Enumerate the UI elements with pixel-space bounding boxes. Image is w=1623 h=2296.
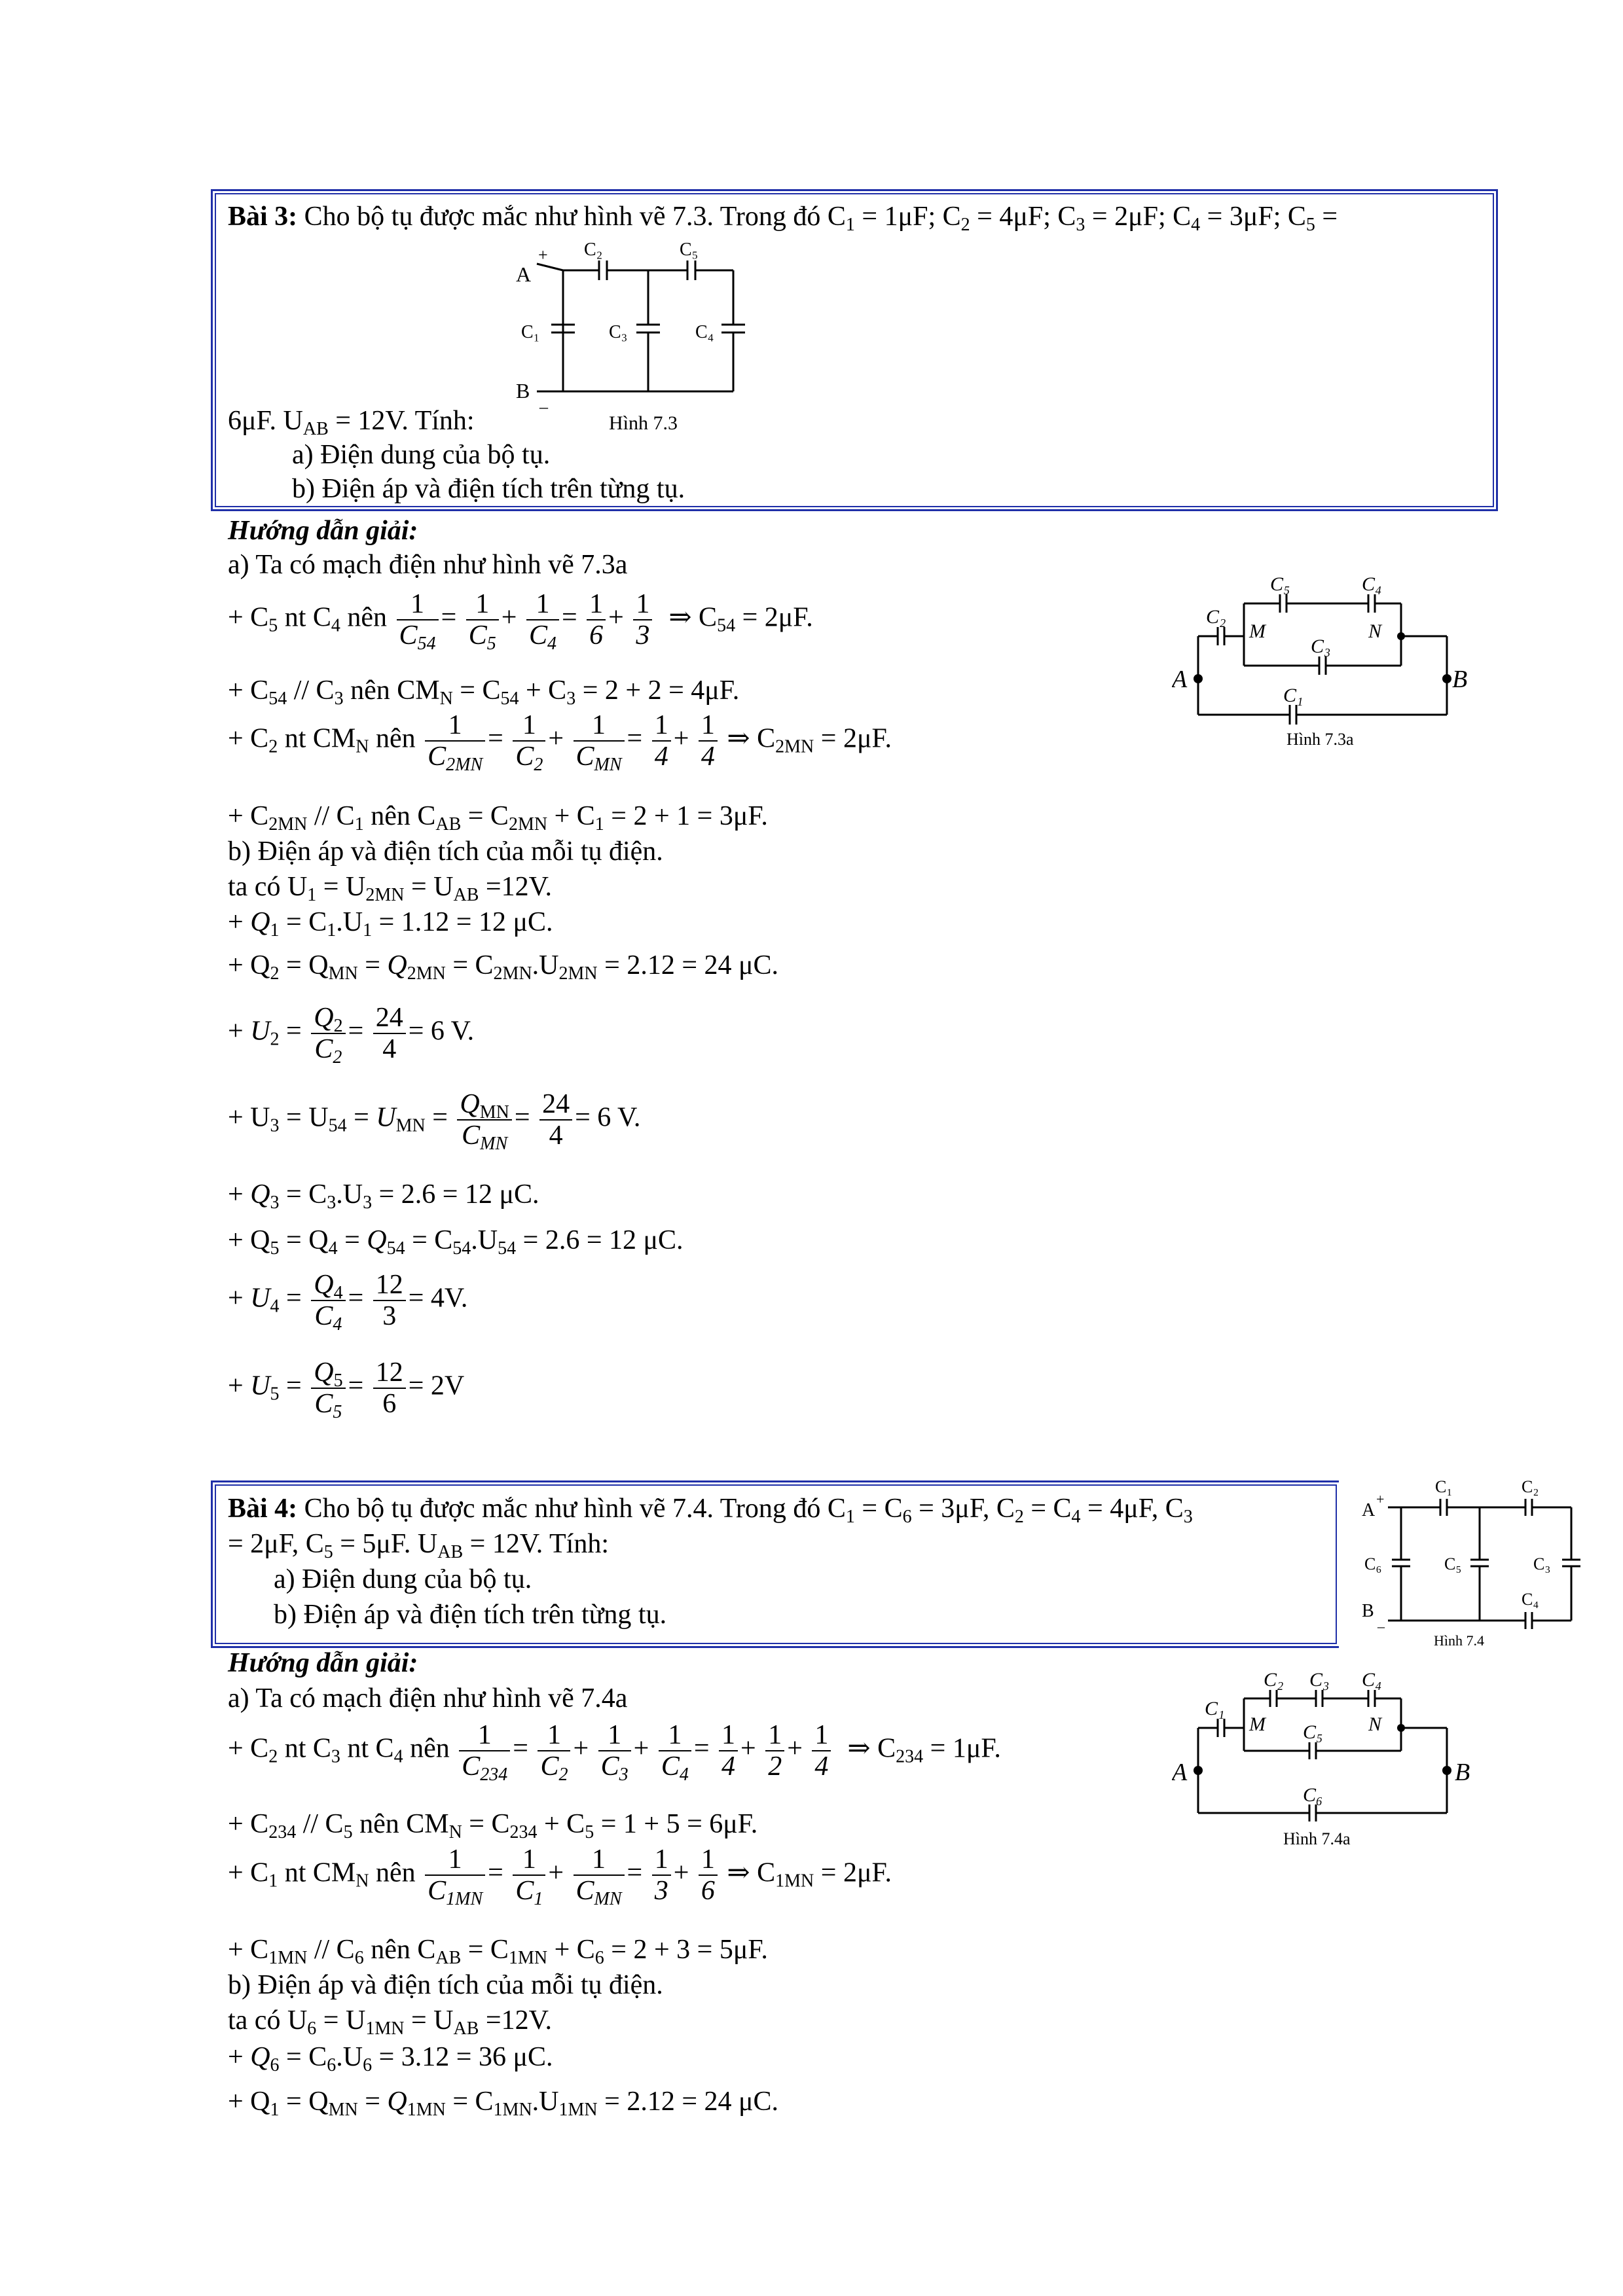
solution-4-a-intro: a) Ta có mạch điện như hình vẽ 7.4a [228,1683,628,1713]
fig74-label-a: A [1362,1500,1376,1520]
fig74a-label-c6: C₆ [1303,1784,1323,1806]
sol4-step-6: + $Q_6 = C_6.U_6 = 3.12 = 36$ μC. [228,2042,553,2075]
sol4-step-3: + $C_1$ nt $CM_N$ nên $\frac{1}{C_{1MN}}$ = $\frac{1}{C_1}$ + $\frac{1}{C_{MN}}$ = $\frac{1}{3}$ + $\frac{1}{6}$ ⇒ $C_{1MN} = 2\mu F$. [228,1844,892,1909]
problem-3-question-b: b) Điện áp và điện tích trên từng tụ. [292,474,685,504]
fig73-label-c2: C₂ [584,241,603,260]
fig74a-label-c2: C₂ [1264,1669,1284,1691]
svg-text:–: – [539,397,548,416]
fig73-label-c4: C₄ [695,322,714,342]
fig73a-label-a: A [1172,666,1188,693]
fig74-label-b: B [1362,1601,1374,1621]
sol3-step-9: + $U_3 = U_{54} = U_{MN}$ = $\frac{Q_{MN}}{C_{MN}}$ = $\frac{24}{4}$ = 6 V. [228,1089,641,1154]
sol3-step-6: + $Q_1 = C_1.U_1 = 1.12 = 12$ μC. [228,907,553,941]
svg-text:–: – [1377,1618,1385,1634]
fig74a-label-a: A [1172,1759,1188,1786]
fig74-label-c3: C₃ [1533,1554,1551,1573]
solution-4-heading: Hướng dẫn giải: [228,1648,418,1678]
fig74a-label-c4: C₄ [1362,1669,1382,1691]
figure-7-4 [1362,1471,1591,1648]
fig74a-label-c3: C₃ [1309,1669,1330,1691]
fig73-label-c1: C₁ [521,322,540,342]
sol3-step-2: + $C_{54} // C_3$ nên $CM_N = C_{54} + C_3 = 2 + 2 = 4\mu F$. [228,675,740,709]
problem-3-question-a: a) Điện dung của bộ tụ. [292,440,551,470]
fig74a-label-c5: C₅ [1303,1721,1323,1743]
fig73a-label-c3: C₃ [1311,636,1331,657]
solution-3-b-intro: b) Điện áp và điện tích của mỗi tụ điện. [228,836,663,867]
sol4-step-5: ta có $U_6 = U_{1MN} = U_{AB} =12V$. [228,2005,552,2039]
fig74a-caption: Hình 7.4a [1283,1829,1351,1848]
problem-4-question-b: b) Điện áp và điện tích trên từng tụ. [274,1600,667,1630]
sol3-step-5: ta có $U_1 = U_{2MN} = U_{AB} =12V$. [228,872,552,905]
fig73-caption: Hình 7.3 [609,412,678,431]
fig74a-label-c1: C₁ [1205,1698,1225,1719]
fig73a-label-c1: C₁ [1283,685,1304,706]
fig73a-label-c5: C₅ [1270,573,1290,595]
sol4-step-1: + $C_2$ nt $C_3$ nt $C_4$ nên $\frac{1}{C_{234}}$ = $\frac{1}{C_2}$ + $\frac{1}{C_3}$ + $\frac{1}{C_4}$ = $\frac{1}{4}$ + $\frac{1}{2}$ + $\frac{1}{4}$ ⇒ $C_{234} = 1\mu F$. [228,1720,1001,1785]
sol4-step-2: + $C_{234} // C_5$ nên $CM_N = C_{234} + C_5 = 1 + 5 = 6\mu F$. [228,1809,758,1842]
fig74-label-c6: C₆ [1364,1554,1382,1573]
fig74a-label-m: M [1249,1713,1266,1735]
svg-text:+: + [538,245,548,264]
sol3-step-12: + $U_4$ = $\frac{Q_4}{C_4}$ = $\frac{12}{3}$ = 4V. [228,1270,468,1335]
fig73-label-c5: C₅ [680,241,699,260]
problem-3-line-1 [228,200,1338,233]
solution-4-b-intro: b) Điện áp và điện tích của mỗi tụ điện. [228,1970,663,2000]
solution-3-a-intro: a) Ta có mạch điện như hình vẽ 7.3a [228,550,628,580]
fig73a-label-n: N [1368,620,1382,642]
fig74-label-c4: C₄ [1522,1590,1539,1609]
solution-3-heading: Hướng dẫn giải: [228,516,418,546]
fig73-label-c3: C₃ [609,322,628,342]
problem-4-title: Bài 4: [228,1494,298,1524]
fig73a-caption: Hình 7.3a [1286,730,1354,749]
fig73-label-a: A [516,262,532,286]
fig74-label-c1: C₁ [1435,1477,1453,1496]
sol3-step-8: + $U_2$ = $\frac{Q_2}{C_2}$ = $\frac{24}{4}$ = 6 V. [228,1003,475,1067]
figure-7-4a [1172,1662,1473,1852]
fig73a-label-m: M [1249,620,1266,642]
sol3-step-7: + $Q_2 = Q_{MN} = Q_{2MN} = C_{2MN}.U_{2MN} = 2.12 = 24$ μC. [228,950,779,984]
problem-4-question-a: a) Điện dung của bộ tụ. [274,1564,532,1594]
fig74-label-c5: C₅ [1444,1554,1462,1573]
sol4-step-7: + $Q_1 = Q_{MN} = Q_{1MN} = C_{1MN}.U_{1MN} = 2.12 = 24$ μC. [228,2087,779,2120]
fig74-label-c2: C₂ [1522,1477,1539,1496]
fig73a-label-c2: C₂ [1206,606,1226,628]
problem-4-line-2: = 2μF, $C_5 = 5\mu F$. $U_{AB} = 12V$. Tính: [228,1529,609,1562]
sol3-step-3: + $C_2$ nt $CM_N$ nên $\frac{1}{C_{2MN}}$ = $\frac{1}{C_2}$ + $\frac{1}{C_{MN}}$ = $\frac{1}{4}$ + $\frac{1}{4}$ ⇒ $C_{2MN} = 2\mu F$. [228,710,892,775]
problem-3-text: Cho bộ tụ được mắc như hình vẽ 7.3. Trong đó $C_1 = 1\mu F$; $C_2 = 4\mu F$; $C_3 = 2\mu F$; $C_4 = 3\mu F$; $C_5$ = [304,202,1338,235]
sol3-step-4: + $C_{2MN} // C_1$ nên $C_{AB} = C_{2MN} + C_1 = 2 + 1 = 3\mu F$. [228,801,768,834]
sol3-step-11: + $Q_5 = Q_4 = Q_{54} = C_{54}.U_{54} = 2.6 = 12$ μC. [228,1225,684,1259]
figure-7-3 [511,241,786,431]
sol4-step-4: + $C_{1MN} // C_6$ nên $C_{AB} = C_{1MN} + C_6 = 2 + 3 = 5\mu F$. [228,1935,768,1968]
fig73a-label-c4: C₄ [1362,573,1382,595]
sol3-step-13: + $U_5$ = $\frac{Q_5}{C_5}$ = $\frac{12}{6}$ = 2V [228,1357,465,1422]
problem-3-title: Bài 3: [228,202,298,232]
fig74a-label-n: N [1368,1713,1382,1735]
svg-text:+: + [1376,1491,1385,1507]
fig74-caption: Hình 7.4 [1434,1632,1484,1648]
problem-4-line-1: Bài 4: Cho bộ tụ được mắc như hình vẽ 7.4. Trong đó $C_1 = C_6 = 3\mu F$, $C_2 = C_4 = 4\mu F$, $C_3$ [228,1494,1193,1527]
sol3-step-10: + $Q_3 = C_3.U_3 = 2.6 = 12$ μC. [228,1179,539,1213]
figure-7-3a [1172,564,1473,754]
sol3-step-1: + $C_5$ nt $C_4$ nên $\frac{1}{C_{54}}$ = $\frac{1}{C_5}$ + $\frac{1}{C_4}$ = $\frac{1}{6}$ + $\frac{1}{3}$ ⇒ $C_{54} = 2\mu F$. [228,589,813,654]
fig73-label-b: B [516,379,530,403]
fig73a-label-b: B [1452,666,1468,693]
problem-3-line-2: 6μF. $U_{AB} = 12V$. Tính: [228,406,475,439]
fig74a-label-b: B [1455,1759,1470,1786]
